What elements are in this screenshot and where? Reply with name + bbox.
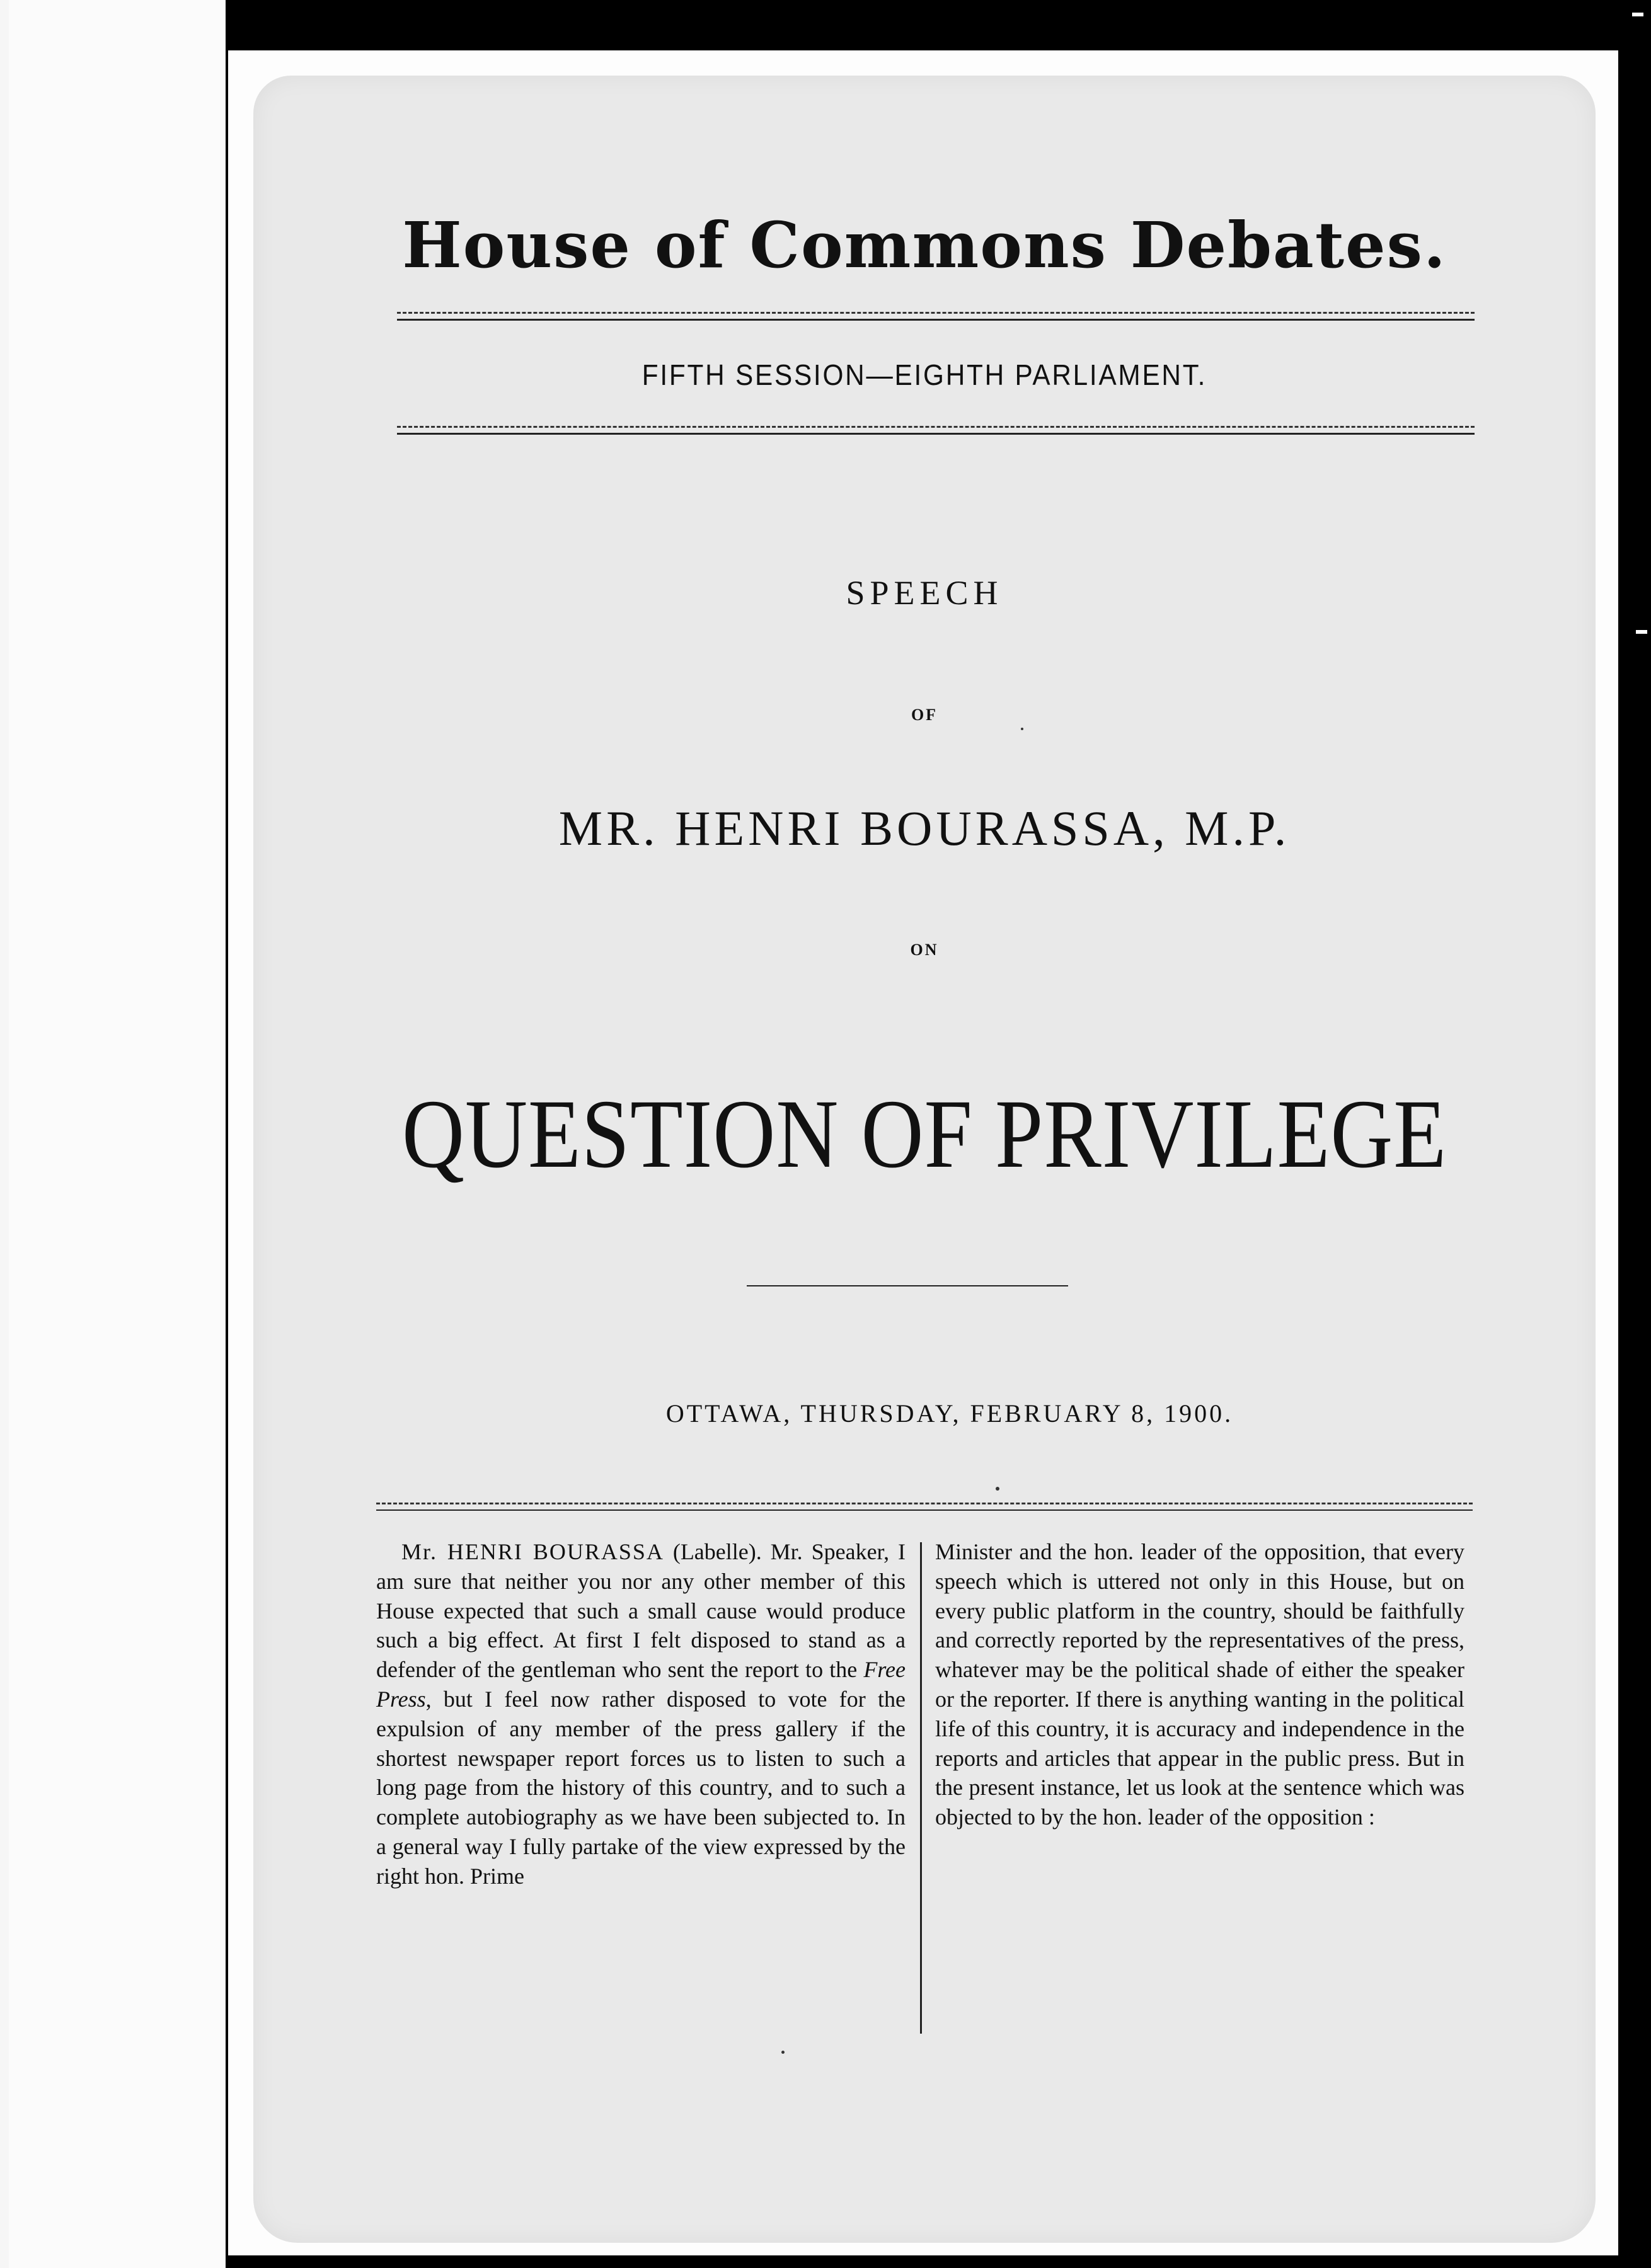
body-column-left [376,1537,906,1891]
speaker-lead: Mr. HENRI BOURASSA [401,1539,664,1564]
dateline: OTTAWA, THURSDAY, FEBRUARY 8, 1900. [665,1399,1234,1428]
scan-edge-mark [1632,13,1643,16]
speech-heading: SPEECH [846,574,1003,612]
body-rule-top-solid [376,1509,1473,1511]
blank-facing-page [9,0,226,2268]
scan-edge-mark [1636,630,1647,634]
topic-rule [747,1285,1068,1286]
scan-left-edge [0,0,9,2268]
session-line: FIFTH SESSION—EIGHTH PARLIAMENT. [641,358,1207,391]
masthead-title: House of Commons Debates. [402,208,1447,282]
speaker-name: MR. HENRI BOURASSA, M.P. [558,801,1291,856]
of-word: OF [911,706,938,724]
left-column-text-2: , but I feel now rather disposed to vote for the expulsion of any member of the press gallery if the shortest newspaper report forces us to listen to such a long page from the history of this country, and to such a complete autobiography as we have been subjected to. In a general way I fully partake of the view expressed by the right hon. Prime [376,1686,906,1889]
free-press-title: Free Press [376,1657,906,1712]
body-column-right: Minister and the hon. leader of the opposition, that every speech which is uttered not only in this House, but on every public platform in the country, should be faithfully and correctly reported by the representatives of the press, whatever may be the political shade of either the speaker or the reporter. If there is anything wanting in the political life of this country, it is accuracy and independence in the reports and articles that appear in the public press. But in the present instance, let us look at the sentence which was objected to by the hon. leader of the opposition : [935,1539,1464,1830]
masthead-rule-top [397,312,1475,314]
body-rule-top [376,1503,1473,1504]
scan-speck [781,2051,785,2054]
column-divider [920,1542,922,2034]
masthead-rule-top-solid [397,319,1475,321]
scanned-paper [253,76,1596,2243]
left-column-text-1: Mr. Speaker, I am sure that neither you nor any other member of this House expected that such a small cause would produce such a big effect. At first I felt disposed to stand as a defender of the gentleman who sent the report to the [376,1539,906,1683]
speaker-riding: (Labelle). [664,1539,771,1564]
session-rule-bottom [397,426,1475,428]
document-page [228,50,1618,2255]
scan-speck [1021,728,1023,730]
topic-heading: QUESTION OF PRIVILEGE [401,1079,1447,1188]
scan-speck [996,1487,999,1491]
on-word: ON [910,941,939,959]
session-rule-bottom-solid [397,433,1475,435]
